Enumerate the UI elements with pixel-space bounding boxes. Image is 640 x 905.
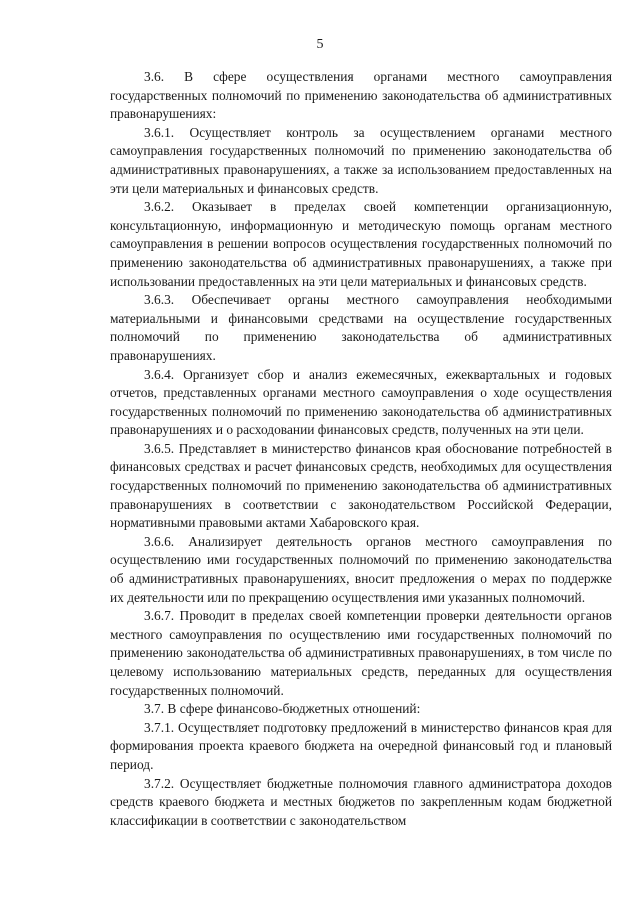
paragraph-3-6-4: 3.6.4. Организует сбор и анализ ежемесячных, ежеквартальных и годовых отчетов, представленных органами местного самоуправления о ходе осуществления государственных полномочий по применению законодательства об административных правонарушениях и о расходовании финансовых средств, полученных на эти цели. xyxy=(110,366,612,438)
paragraph-3-6-7: 3.6.7. Проводит в пределах своей компетенции проверки деятельности органов местного самоуправления по осуществлению ими государственных полномочий по применению законодательства об административных правонарушениях, в том числе по целевому использованию материальных средств, переданных для осуществления государственных полномочий. xyxy=(110,608,612,698)
paragraph-3-7: 3.7. В сфере финансово-бюджетных отношений: xyxy=(144,701,421,717)
paragraph-3-6-3: 3.6.3. Обеспечивает органы местного самоуправления необходимыми материальными и финансовыми средствами на осуществление государственных полномочий по применению законодательства об административных правонарушениях. xyxy=(110,292,612,363)
paragraph-3-6-1: 3.6.1. Осуществляет контроль за осуществлением органами местного самоуправления государственных полномочий по применению законодательства об административных правонарушениях, а также за использованием предоставленных на эти цели материальных и финансовых средств. xyxy=(110,124,612,196)
paragraph-3-7-2: 3.7.2. Осуществляет бюджетные полномочия главного администратора доходов средств краевого бюджета и местных бюджетов по закрепленным кодам бюджетной классификации в соответствии с законодательством xyxy=(110,775,612,828)
paragraph-3-6-2: 3.6.2. Оказывает в пределах своей компетенции организационную, консультационную, информационную и методическую помощь органам местного самоуправления в решении вопросов осуществления государственных полномочий по применению законодательства об административных правонарушениях, а также при использовании предоставленных на эти цели материальных и финансовых средств. xyxy=(110,199,612,289)
paragraph-3-6-5: 3.6.5. Представляет в министерство финансов края обоснование потребностей в финансовых средствах и расчет финансовых средств, необходимых для осуществления государственных полномочий по применению законодательства об административных правонарушениях в соответствии с законодательством Российской Федерации, нормативными правовыми актами Хабаровского края. xyxy=(110,440,612,531)
page-number: 5 xyxy=(316,37,324,52)
document-body xyxy=(110,68,612,830)
paragraph-3-7-1: 3.7.1. Осуществляет подготовку предложений в министерство финансов края для формирования проекта краевого бюджета на очередной финансовый год и плановый период. xyxy=(110,719,612,772)
paragraph-3-6: 3.6. В сфере осуществления органами местного самоуправления государственных полномочий по применению законодательства об административных правонарушениях: xyxy=(110,69,612,122)
paragraph-3-6-6: 3.6.6. Анализирует деятельность органов местного самоуправления по осуществлению ими государственных полномочий по применению законодательства об административных правонарушениях, вносит предложения о мерах по поддержке их деятельности или по прекращению осуществления ими указанных полномочий. xyxy=(110,533,612,605)
